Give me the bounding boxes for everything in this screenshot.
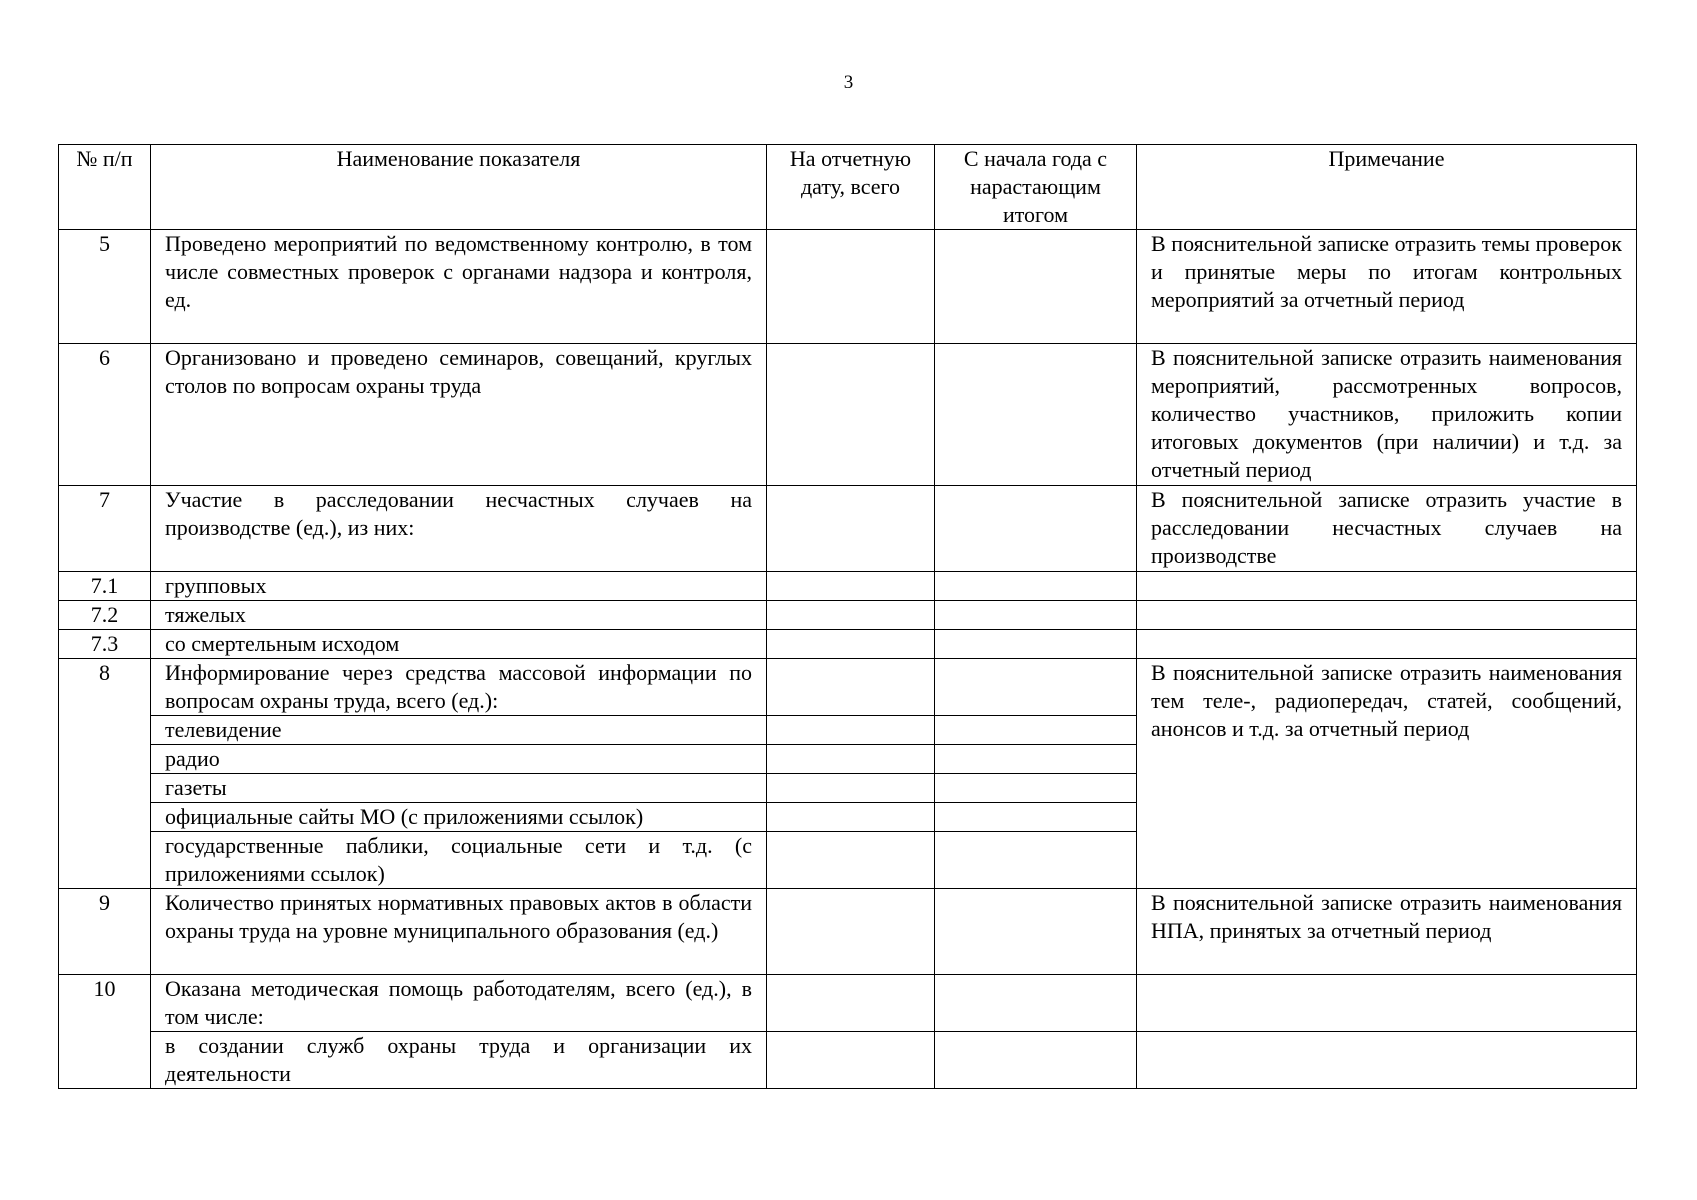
row-cumulative-value — [935, 659, 1137, 716]
row-name: Оказана методическая помощь работодателям, всего (ед.), в том числе: — [151, 975, 767, 1032]
row-num: 8 — [59, 659, 151, 716]
row-num: 6 — [59, 344, 151, 486]
row-note — [1137, 630, 1637, 659]
header-current: На отчетную дату, всего — [767, 145, 935, 230]
row-note — [1137, 975, 1637, 1032]
row-name: Организовано и проведено семинаров, совещаний, круглых столов по вопросам охраны труда — [151, 344, 767, 486]
row-note: В пояснительной записке отразить наименования НПА, принятых за отчетный период — [1137, 889, 1637, 975]
row-num: 7 — [59, 486, 151, 572]
row-current-value — [767, 975, 935, 1032]
row-current-value — [767, 774, 935, 803]
row-num — [59, 1032, 151, 1089]
row-num: 7.1 — [59, 572, 151, 601]
row-note — [1137, 572, 1637, 601]
row-name: телевидение — [151, 716, 767, 745]
row-cumulative-value — [935, 832, 1137, 889]
row-name: со смертельным исходом — [151, 630, 767, 659]
row-cumulative-value — [935, 630, 1137, 659]
row-cumulative-value — [935, 803, 1137, 832]
row-cumulative-value — [935, 344, 1137, 486]
table-row — [59, 889, 1637, 975]
header-name: Наименование показателя — [151, 145, 767, 230]
row-cumulative-value — [935, 889, 1137, 975]
row-note: В пояснительной записке отразить участие в расследовании несчастных случаев на производстве — [1137, 486, 1637, 572]
header-cumulative: С начала года с нарастающим итогом — [935, 145, 1137, 230]
row-name: официальные сайты МО (с приложениями ссылок) — [151, 803, 767, 832]
row-num: 9 — [59, 889, 151, 975]
row-name: тяжелых — [151, 601, 767, 630]
row-cumulative-value — [935, 774, 1137, 803]
table-row — [59, 572, 1637, 601]
row-name: государственные паблики, социальные сети и т.д. (с приложениями ссылок) — [151, 832, 767, 889]
row-num: 10 — [59, 975, 151, 1032]
row-num — [59, 774, 151, 803]
row-name: Участие в расследовании несчастных случаев на производстве (ед.), из них: — [151, 486, 767, 572]
header-num: № п/п — [59, 145, 151, 230]
row-note: В пояснительной записке отразить темы проверок и принятые меры по итогам контрольных мероприятий за отчетный период — [1137, 230, 1637, 344]
row-name: газеты — [151, 774, 767, 803]
row-note: В пояснительной записке отразить наименования мероприятий, рассмотренных вопросов, количество участников, приложить копии итоговых документов (при наличии) и т.д. за отчетный период — [1137, 344, 1637, 486]
row-name: Информирование через средства массовой информации по вопросам охраны труда, всего (ед.): — [151, 659, 767, 716]
row-num — [59, 716, 151, 745]
row-current-value — [767, 889, 935, 975]
row-current-value — [767, 572, 935, 601]
row-num: 7.3 — [59, 630, 151, 659]
row-current-value — [767, 1032, 935, 1089]
row-cumulative-value — [935, 716, 1137, 745]
table-header-row — [59, 145, 1637, 230]
row-num — [59, 745, 151, 774]
row-num — [59, 803, 151, 832]
table-row — [59, 630, 1637, 659]
row-num: 7.2 — [59, 601, 151, 630]
row-current-value — [767, 716, 935, 745]
row-cumulative-value — [935, 230, 1137, 344]
row-current-value — [767, 344, 935, 486]
row-num — [59, 832, 151, 889]
row-cumulative-value — [935, 486, 1137, 572]
row-name: групповых — [151, 572, 767, 601]
row-current-value — [767, 745, 935, 774]
row-name: Количество принятых нормативных правовых актов в области охраны труда на уровне муниципального образования (ед.) — [151, 889, 767, 975]
table-row — [59, 659, 1637, 716]
row-note: В пояснительной записке отразить наименования тем теле-, радиопередач, статей, сообщений, анонсов и т.д. за отчетный период — [1137, 659, 1637, 889]
row-cumulative-value — [935, 572, 1137, 601]
row-name: в создании служб охраны труда и организации их деятельности — [151, 1032, 767, 1089]
table-row — [59, 230, 1637, 344]
row-name: радио — [151, 745, 767, 774]
header-note: Примечание — [1137, 145, 1637, 230]
row-cumulative-value — [935, 601, 1137, 630]
row-cumulative-value — [935, 745, 1137, 774]
table-row — [59, 975, 1637, 1032]
table-row — [59, 1032, 1637, 1089]
row-current-value — [767, 832, 935, 889]
table-row — [59, 601, 1637, 630]
row-current-value — [767, 486, 935, 572]
row-current-value — [767, 601, 935, 630]
row-current-value — [767, 230, 935, 344]
row-note — [1137, 1032, 1637, 1089]
row-current-value — [767, 803, 935, 832]
row-num: 5 — [59, 230, 151, 344]
row-cumulative-value — [935, 975, 1137, 1032]
page-number: 3 — [843, 72, 854, 93]
row-name: Проведено мероприятий по ведомственному контролю, в том числе совместных проверок с органами надзора и контроля, ед. — [151, 230, 767, 344]
row-cumulative-value — [935, 1032, 1137, 1089]
table-row — [59, 486, 1637, 572]
row-current-value — [767, 659, 935, 716]
row-note — [1137, 601, 1637, 630]
indicators-table — [58, 144, 1637, 1089]
row-current-value — [767, 630, 935, 659]
table-row — [59, 344, 1637, 486]
